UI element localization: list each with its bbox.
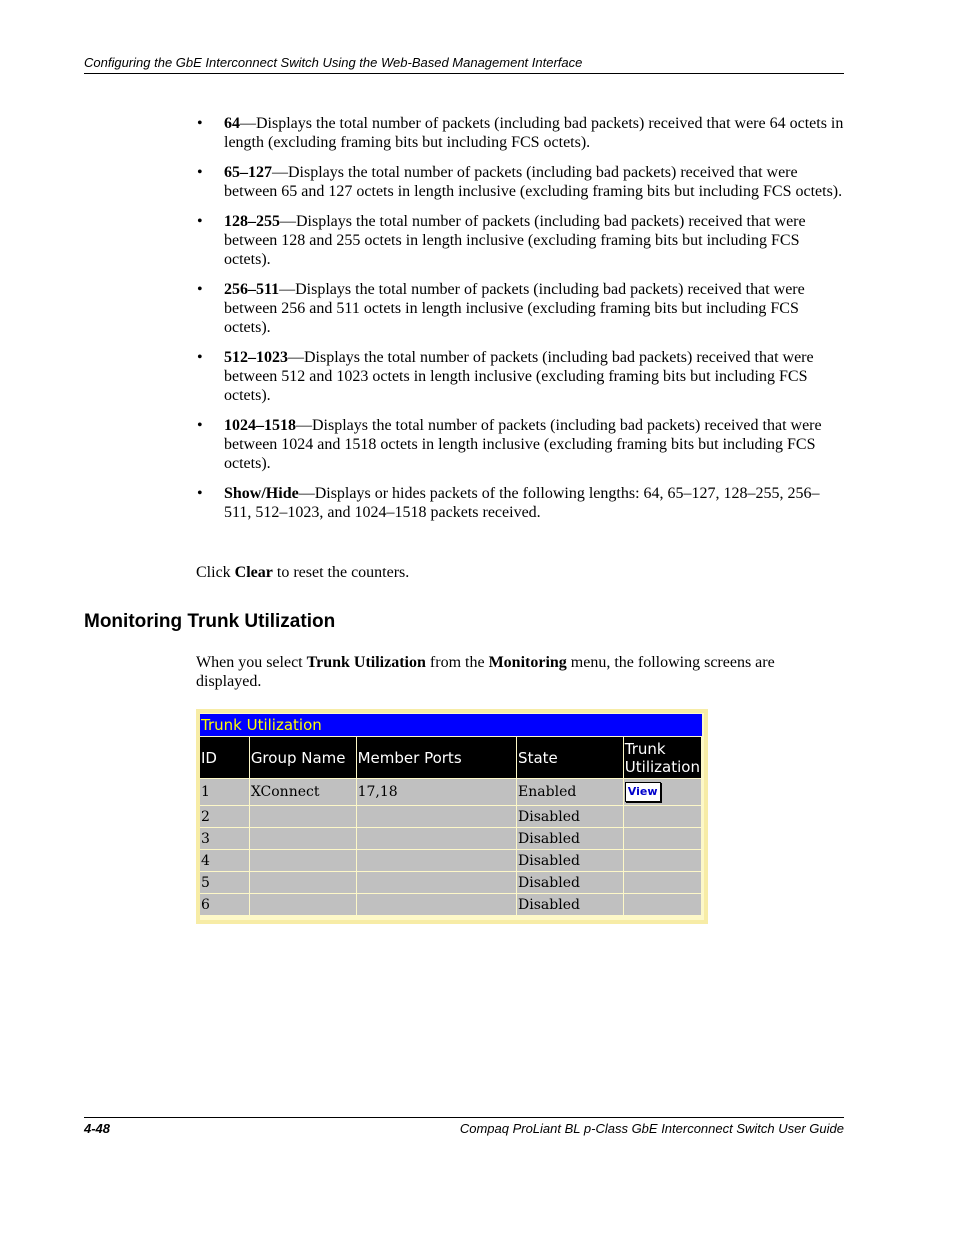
table-row bbox=[200, 894, 701, 915]
counter-definition-list bbox=[196, 114, 846, 533]
cell-group-name bbox=[250, 850, 356, 871]
column-header-trunk-utilization: Trunk Utilization bbox=[624, 737, 701, 778]
column-header-id: ID bbox=[200, 737, 249, 778]
list-item: • 128–255—Displays the total number of packets (including bad packets) received that were between 128 and 255 octets in length inclusive (excluding framing bits but including FCS octets). bbox=[197, 213, 806, 268]
cell-member-ports bbox=[357, 872, 516, 893]
list-item-term: 1024–1518 bbox=[224, 417, 296, 434]
running-footer bbox=[84, 1117, 844, 1136]
page-number: 4-48 bbox=[84, 1121, 111, 1136]
column-header-member-ports: Member Ports bbox=[357, 737, 516, 778]
trunk-utilization-screen bbox=[196, 709, 708, 924]
cell-id: 5 bbox=[200, 872, 249, 893]
list-item-term: 512–1023 bbox=[224, 349, 288, 366]
table-row bbox=[200, 872, 701, 893]
cell-id: 3 bbox=[200, 828, 249, 849]
cell-id: 4 bbox=[200, 850, 249, 871]
cell-group-name bbox=[250, 894, 356, 915]
cell-group-name bbox=[250, 806, 356, 827]
intro-paragraph: When you select Trunk Utilization from the Monitoring menu, the following screens are displayed. bbox=[196, 654, 775, 690]
column-header-group-name: Group Name bbox=[250, 737, 356, 778]
list-item-text: —Displays the total number of packets (including bad packets) received that were between 65 and 127 octets in length inclusive (excluding framing bits but including FCS octets). bbox=[224, 164, 843, 200]
cell-trunk-utilization bbox=[624, 779, 701, 805]
cell-trunk-utilization bbox=[624, 872, 701, 893]
list-item-text: —Displays or hides packets of the following lengths: 64, 65–127, 128–255, 256–511, 512–1023, and 1024–1518 packets received. bbox=[224, 485, 820, 521]
list-item: • 65–127—Displays the total number of packets (including bad packets) received that were between 65 and 127 octets in length inclusive (excluding framing bits but including FCS octets). bbox=[197, 164, 843, 200]
trunk-table bbox=[199, 736, 702, 916]
list-item-text: —Displays the total number of packets (including bad packets) received that were between 128 and 255 octets in length inclusive (excluding framing bits but including FCS octets). bbox=[224, 213, 806, 268]
running-header: Configuring the GbE Interconnect Switch Using the Web-Based Management Interface bbox=[84, 55, 844, 74]
footer-title: Compaq ProLiant BL p-Class GbE Interconnect Switch User Guide bbox=[459, 1121, 844, 1136]
cell-state: Disabled bbox=[517, 806, 623, 827]
clear-term: Clear bbox=[234, 564, 273, 581]
cell-state: Disabled bbox=[517, 828, 623, 849]
cell-id: 6 bbox=[200, 894, 249, 915]
cell-member-ports bbox=[357, 806, 516, 827]
cell-state: Disabled bbox=[517, 872, 623, 893]
cell-id: 2 bbox=[200, 806, 249, 827]
view-button[interactable]: View bbox=[625, 782, 661, 802]
list-item-term: Show/Hide bbox=[224, 485, 299, 502]
cell-trunk-utilization bbox=[624, 894, 701, 915]
list-item: • 64—Displays the total number of packets (including bad packets) received that were 64 octets in length (excluding framing bits but including FCS octets). bbox=[197, 115, 844, 151]
list-item: • 1024–1518—Displays the total number of packets (including bad packets) received that were between 1024 and 1518 octets in length inclusive (excluding framing bits but including FCS octets). bbox=[197, 417, 822, 472]
cell-trunk-utilization bbox=[624, 850, 701, 871]
list-item-term: 256–511 bbox=[224, 281, 280, 298]
cell-trunk-utilization bbox=[624, 806, 701, 827]
table-row bbox=[200, 850, 701, 871]
list-item: • 256–511—Displays the total number of packets (including bad packets) received that were between 256 and 511 octets in length inclusive (excluding framing bits but including FCS octets). bbox=[197, 281, 805, 336]
list-item: • Show/Hide—Displays or hides packets of the following lengths: 64, 65–127, 128–255, 256–511, 512–1023, and 1024–1518 packets received. bbox=[197, 485, 820, 521]
table-header-row bbox=[200, 737, 701, 778]
list-item-term: 128–255 bbox=[224, 213, 280, 230]
table-row bbox=[200, 828, 701, 849]
list-item-text: —Displays the total number of packets (including bad packets) received that were between 512 and 1023 octets in length inclusive (excluding framing bits but including FCS octets). bbox=[224, 349, 814, 404]
list-item-term: 64 bbox=[224, 115, 240, 132]
list-item-text: —Displays the total number of packets (including bad packets) received that were between 256 and 511 octets in length inclusive (excluding framing bits but including FCS octets). bbox=[224, 281, 805, 336]
cell-member-ports bbox=[357, 850, 516, 871]
cell-member-ports bbox=[357, 894, 516, 915]
table-row bbox=[200, 806, 701, 827]
list-item-text: —Displays the total number of packets (including bad packets) received that were 64 octets in length (excluding framing bits but including FCS octets). bbox=[224, 115, 844, 151]
table-row bbox=[200, 779, 701, 805]
list-item-text: —Displays the total number of packets (including bad packets) received that were between 1024 and 1518 octets in length inclusive (excluding framing bits but including FCS octets). bbox=[224, 417, 822, 472]
cell-group-name: XConnect bbox=[250, 779, 356, 805]
column-header-state: State bbox=[517, 737, 623, 778]
cell-trunk-utilization bbox=[624, 828, 701, 849]
cell-id: 1 bbox=[200, 779, 249, 805]
cell-state: Disabled bbox=[517, 850, 623, 871]
cell-group-name bbox=[250, 828, 356, 849]
cell-state: Disabled bbox=[517, 894, 623, 915]
screen-title: Trunk Utilization bbox=[200, 714, 702, 736]
list-item: • 512–1023—Displays the total number of packets (including bad packets) received that were between 512 and 1023 octets in length inclusive (excluding framing bits but including FCS octets). bbox=[197, 349, 814, 404]
list-item-term: 65–127 bbox=[224, 164, 272, 181]
cell-group-name bbox=[250, 872, 356, 893]
cell-member-ports bbox=[357, 828, 516, 849]
clear-instruction: Click Clear to reset the counters. bbox=[196, 564, 410, 581]
cell-member-ports: 17,18 bbox=[357, 779, 516, 805]
section-heading: Monitoring Trunk Utilization bbox=[84, 611, 336, 632]
cell-state: Enabled bbox=[517, 779, 623, 805]
